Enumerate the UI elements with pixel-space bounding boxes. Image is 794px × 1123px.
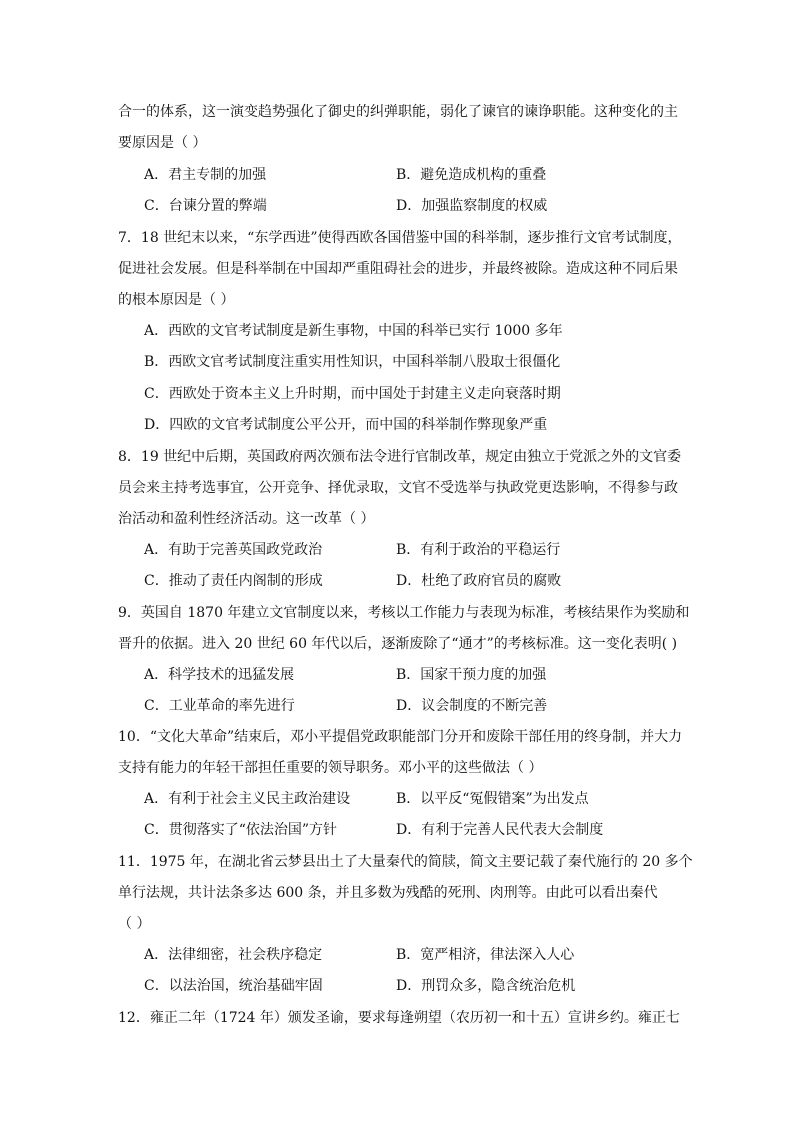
q8-line-1: 8．19 世纪中后期，英国政府两次颁布法令进行官制改革，规定由独立于党派之外的文官委	[118, 449, 682, 465]
q9-option-b: B．国家干预力度的加强	[396, 667, 547, 683]
q8-option-c: C．推动了责任内阁制的形成	[144, 573, 323, 589]
q7-line-3: 的根本原因是（ ）	[118, 292, 235, 308]
intro-option-c: C．台谏分置的弊端	[144, 198, 267, 214]
q8-option-a: A．有助于完善英国政党政治	[144, 542, 323, 558]
q9-line-1: 9．英国自 1870 年建立文官制度以来，考核以工作能力与表现为标准，考核结果作为奖励和	[118, 605, 690, 621]
q12-line-1: 12．雍正二年（1724 年）颁发圣谕，要求每逢朔望（农历初一和十五）宣讲乡约。雍正七	[118, 1010, 680, 1026]
q11-line-2: 单行法规，共计法条多达 600 条，并且多数为残酷的死刑、肉刑等。由此可以看出秦代	[118, 885, 658, 901]
q7-option-c: C．西欧处于资本主义上升时期，而中国处于封建主义走向衰落时期	[144, 386, 561, 402]
q10-option-a: A．有利于社会主义民主政治建设	[144, 791, 351, 807]
q8-line-2: 员会来主持考选事宜，公开竞争、择优录取，文官不受选举与执政党更迭影响，不得参与政	[118, 480, 678, 496]
intro-option-a: A．君主专制的加强	[144, 167, 267, 183]
q9-option-c: C．工业革命的率先进行	[144, 698, 295, 714]
q7-line-1: 7．18 世纪末以来，“东学西进”使得西欧各国借鉴中国的科举制，逐步推行文官考试制度，	[118, 230, 682, 246]
q8-option-b: B．有利于政治的平稳运行	[396, 542, 561, 558]
q10-line-1: 10．“文化大革命”结束后，邓小平提倡党政职能部门分开和废除干部任用的终身制，并大力	[118, 729, 683, 745]
intro-line-1: 合一的体系，这一演变趋势强化了御史的纠弹职能，弱化了谏官的谏诤职能。这种变化的主	[118, 104, 678, 120]
q9-line-2: 晋升的依据。进入 20 世纪 60 年代以后，逐渐废除了“通才”的考核标准。这一变化表明( )	[118, 636, 678, 652]
intro-option-d: D．加强监察制度的权威	[396, 198, 548, 214]
q11-line-3: （ ）	[118, 916, 151, 932]
q8-option-d: D．杜绝了政府官员的腐败	[396, 573, 562, 589]
q10-option-b: B．以平反“冤假错案”为出发点	[396, 791, 589, 807]
intro-option-b: B．避免造成机构的重叠	[396, 167, 547, 183]
q7-option-b: B．西欧文官考试制度注重实用性知识，中国科举制八股取士很僵化	[144, 354, 561, 370]
q11-line-1: 11．1975 年，在湖北省云梦县出土了大量秦代的简牍，简文主要记载了秦代施行的 20 多个	[118, 854, 693, 870]
q10-option-d: D．有利于完善人民代表大会制度	[396, 822, 604, 838]
q11-option-a: A．法律细密，社会秩序稳定	[144, 947, 323, 963]
intro-line-2: 要原因是（ ）	[118, 135, 207, 151]
q7-option-a: A．西欧的文官考试制度是新生事物，中国的科举已实行 1000 多年	[144, 323, 563, 339]
q10-line-2: 支持有能力的年轻干部担任重要的领导职务。邓小平的这些做法（ ）	[118, 760, 543, 776]
q9-option-d: D．议会制度的不断完善	[396, 698, 548, 714]
q7-option-d: D．四欧的文官考试制度公平公开，而中国的科举制作弊现象严重	[144, 417, 548, 433]
q9-option-a: A．科学技术的迅猛发展	[144, 667, 295, 683]
q8-line-3: 治活动和盈利性经济活动。这一改革（ ）	[118, 511, 375, 527]
q11-option-b: B．宽严相济，律法深入人心	[396, 947, 575, 963]
q11-option-d: D．刑罚众多，隐含统治危机	[396, 978, 576, 994]
q11-option-c: C．以法治国，统治基础牢固	[144, 978, 323, 994]
q7-line-2: 促进社会发展。但是科举制在中国却严重阻碍社会的进步，并最终被除。造成这种不同后果	[118, 261, 678, 277]
q10-option-c: C．贯彻落实了“依法治国”方针	[144, 822, 338, 838]
